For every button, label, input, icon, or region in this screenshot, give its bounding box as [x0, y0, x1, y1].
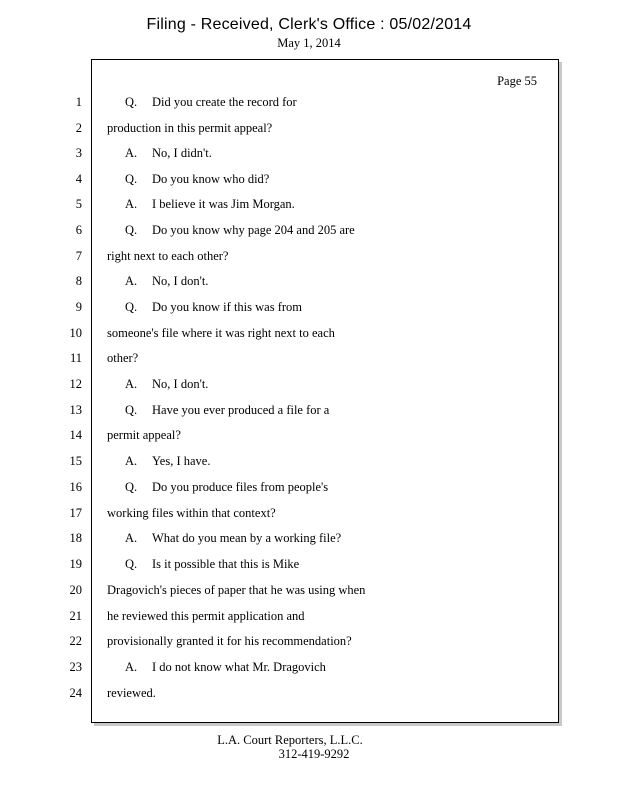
line-text: someone's file where it was right next to each	[107, 326, 335, 340]
speaker-label: Q.	[125, 480, 138, 494]
line-number: 15	[69, 454, 82, 468]
line-text: provisionally granted it for his recommendation?	[107, 634, 352, 648]
line-text: he reviewed this permit application and	[107, 609, 305, 623]
speaker-label: A.	[125, 531, 138, 545]
speaker-label: A.	[125, 660, 138, 674]
speaker-label: Q.	[125, 557, 138, 571]
transcript-line	[125, 403, 329, 418]
filing-stamp: Filing - Received, Clerk's Office : 05/02/2014	[146, 16, 472, 33]
line-text: Is it possible that this is Mike	[152, 557, 300, 571]
line-number: 2	[75, 121, 82, 135]
line-number: 5	[75, 197, 82, 211]
page-number: Page 55	[497, 74, 537, 88]
line-number: 11	[69, 351, 82, 365]
speaker-label: A.	[125, 377, 138, 391]
transcript-line	[125, 95, 297, 110]
speaker-label: Q.	[125, 403, 138, 417]
line-text: I believe it was Jim Morgan.	[152, 197, 295, 211]
line-text: production in this permit appeal?	[107, 121, 273, 135]
line-number: 16	[69, 480, 82, 494]
line-number: 23	[69, 660, 82, 674]
speaker-label: A.	[125, 454, 138, 468]
line-number: 6	[75, 223, 82, 237]
transcript-line	[107, 121, 272, 136]
line-number: 21	[69, 609, 82, 623]
transcript-line	[107, 634, 352, 649]
line-text: other?	[107, 351, 139, 365]
line-text: No, I don't.	[152, 377, 209, 391]
line-text: Do you produce files from people's	[152, 480, 329, 494]
speaker-label: A.	[125, 274, 138, 288]
line-number: 4	[75, 172, 82, 186]
line-number: 13	[69, 403, 82, 417]
transcript-line	[125, 531, 341, 546]
line-number: 22	[69, 634, 82, 648]
line-number: 14	[69, 428, 82, 442]
transcript-line	[125, 172, 269, 187]
line-text: Did you create the record for	[152, 95, 297, 109]
court-reporter-phone: 312-419-9292	[278, 747, 350, 761]
line-number: 20	[69, 583, 82, 597]
transcript-line	[125, 557, 299, 572]
line-number: 18	[69, 531, 82, 545]
transcript-line	[107, 686, 156, 701]
court-reporter-name: L.A. Court Reporters, L.L.C.	[217, 733, 363, 747]
speaker-label: Q.	[125, 95, 138, 109]
transcript-line	[125, 146, 212, 161]
transcript-line	[125, 300, 302, 315]
transcript-line	[107, 249, 228, 264]
line-text: Have you ever produced a file for a	[152, 403, 330, 417]
transcript-line	[125, 660, 326, 675]
transcript-line	[125, 223, 355, 238]
speaker-label: Q.	[125, 300, 138, 314]
speaker-label: A.	[125, 197, 138, 211]
line-text: Yes, I have.	[152, 454, 211, 468]
line-text: Do you know if this was from	[152, 300, 302, 314]
line-number: 12	[69, 377, 82, 391]
line-text: Dragovich's pieces of paper that he was using when	[107, 583, 366, 597]
transcript-line	[125, 197, 295, 212]
transcript-line	[107, 583, 365, 598]
line-number: 19	[69, 557, 82, 571]
line-number: 7	[75, 249, 82, 263]
speaker-label: A.	[125, 146, 138, 160]
line-text: Do you know why page 204 and 205 are	[152, 223, 355, 237]
line-text: right next to each other?	[107, 249, 229, 263]
transcript-line	[125, 480, 328, 495]
line-text: What do you mean by a working file?	[152, 531, 342, 545]
transcript-line	[125, 454, 210, 469]
line-number: 10	[69, 326, 82, 340]
transcript-line	[107, 326, 335, 341]
line-text: No, I don't.	[152, 274, 209, 288]
line-number: 8	[75, 274, 82, 288]
line-text: No, I didn't.	[152, 146, 212, 160]
line-number: 1	[75, 95, 82, 109]
line-number: 3	[75, 146, 82, 160]
transcript-line	[125, 274, 208, 289]
line-text: Do you know who did?	[152, 172, 270, 186]
line-text: reviewed.	[107, 686, 156, 700]
line-number: 24	[69, 686, 82, 700]
line-number: 9	[75, 300, 82, 314]
speaker-label: Q.	[125, 172, 138, 186]
line-text: I do not know what Mr. Dragovich	[152, 660, 326, 674]
transcript-line	[125, 377, 208, 392]
transcript-line	[107, 351, 138, 366]
transcript-line	[107, 609, 305, 624]
transcript-date: May 1, 2014	[277, 36, 341, 50]
line-text: working files within that context?	[107, 506, 276, 520]
speaker-label: Q.	[125, 223, 138, 237]
transcript-line	[107, 428, 181, 443]
transcript-line	[107, 506, 276, 521]
line-text: permit appeal?	[107, 428, 181, 442]
line-number: 17	[69, 506, 82, 520]
